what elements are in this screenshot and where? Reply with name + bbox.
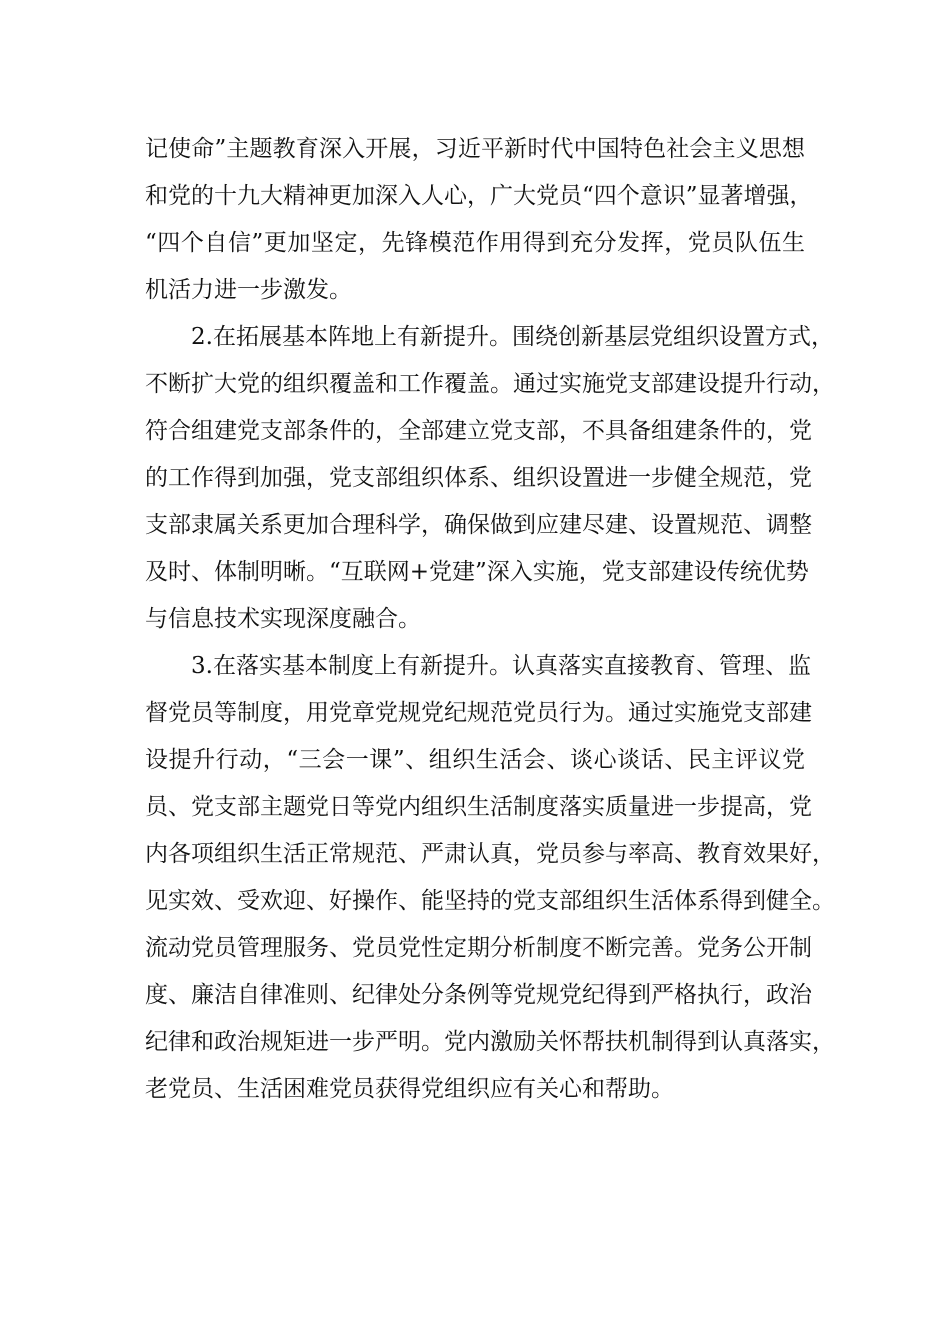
paragraph-line: 度、廉洁自律准则、纪律处分条例等党规党纪得到严格执行，政治 [145, 982, 812, 1008]
paragraph-line: 3.在落实基本制度上有新提升。认真落实直接教育、管理、监 [191, 653, 811, 679]
paragraph-line: 纪律和政治规矩进一步严明。党内激励关怀帮扶机制得到认真落实， [145, 1029, 835, 1055]
paragraph-line: 和党的十九大精神更加深入人心，广大党员“四个意识”显著增强， [145, 183, 813, 209]
paragraph-line: 符合组建党支部条件的，全部建立党支部，不具备组建条件的，党 [145, 418, 812, 444]
paragraph-line: 机活力进一步激发。 [145, 277, 352, 303]
paragraph-line: 老党员、生活困难党员获得党组织应有关心和帮助。 [145, 1076, 674, 1102]
paragraph-line: 2.在拓展基本阵地上有新提升。围绕创新基层党组织设置方式， [191, 324, 834, 350]
paragraph-2 [145, 314, 835, 643]
paragraph-line: 与信息技术实现深度融合。 [145, 606, 421, 632]
paragraph-1 [145, 126, 813, 314]
document-body [145, 126, 835, 1113]
paragraph-line: 见实效、受欢迎、好操作、能坚持的党支部组织生活体系得到健全。 [145, 888, 835, 914]
paragraph-3 [145, 643, 835, 1113]
paragraph-line: “四个自信”更加坚定，先锋模范作用得到充分发挥，党员队伍生 [145, 230, 805, 256]
paragraph-line: 流动党员管理服务、党员党性定期分析制度不断完善。党务公开制 [145, 935, 812, 961]
paragraph-line: 内各项组织生活正常规范、严肃认真，党员参与率高、教育效果好， [145, 841, 835, 867]
paragraph-line: 设提升行动，“三会一课”、组织生活会、谈心谈话、民主评议党 [145, 747, 805, 773]
paragraph-line: 及时、体制明晰。“互联网+党建”深入实施，党支部建设传统优势 [145, 559, 809, 585]
paragraph-line: 支部隶属关系更加合理科学，确保做到应建尽建、设置规范、调整 [145, 512, 812, 538]
paragraph-line: 不断扩大党的组织覆盖和工作覆盖。通过实施党支部建设提升行动， [145, 371, 835, 397]
paragraph-line: 的工作得到加强，党支部组织体系、组织设置进一步健全规范，党 [145, 465, 812, 491]
paragraph-line: 记使命”主题教育深入开展，习近平新时代中国特色社会主义思想 [145, 136, 805, 162]
paragraph-line: 员、党支部主题党日等党内组织生活制度落实质量进一步提高，党 [145, 794, 812, 820]
paragraph-line: 督党员等制度，用党章党规党纪规范党员行为。通过实施党支部建 [145, 700, 812, 726]
